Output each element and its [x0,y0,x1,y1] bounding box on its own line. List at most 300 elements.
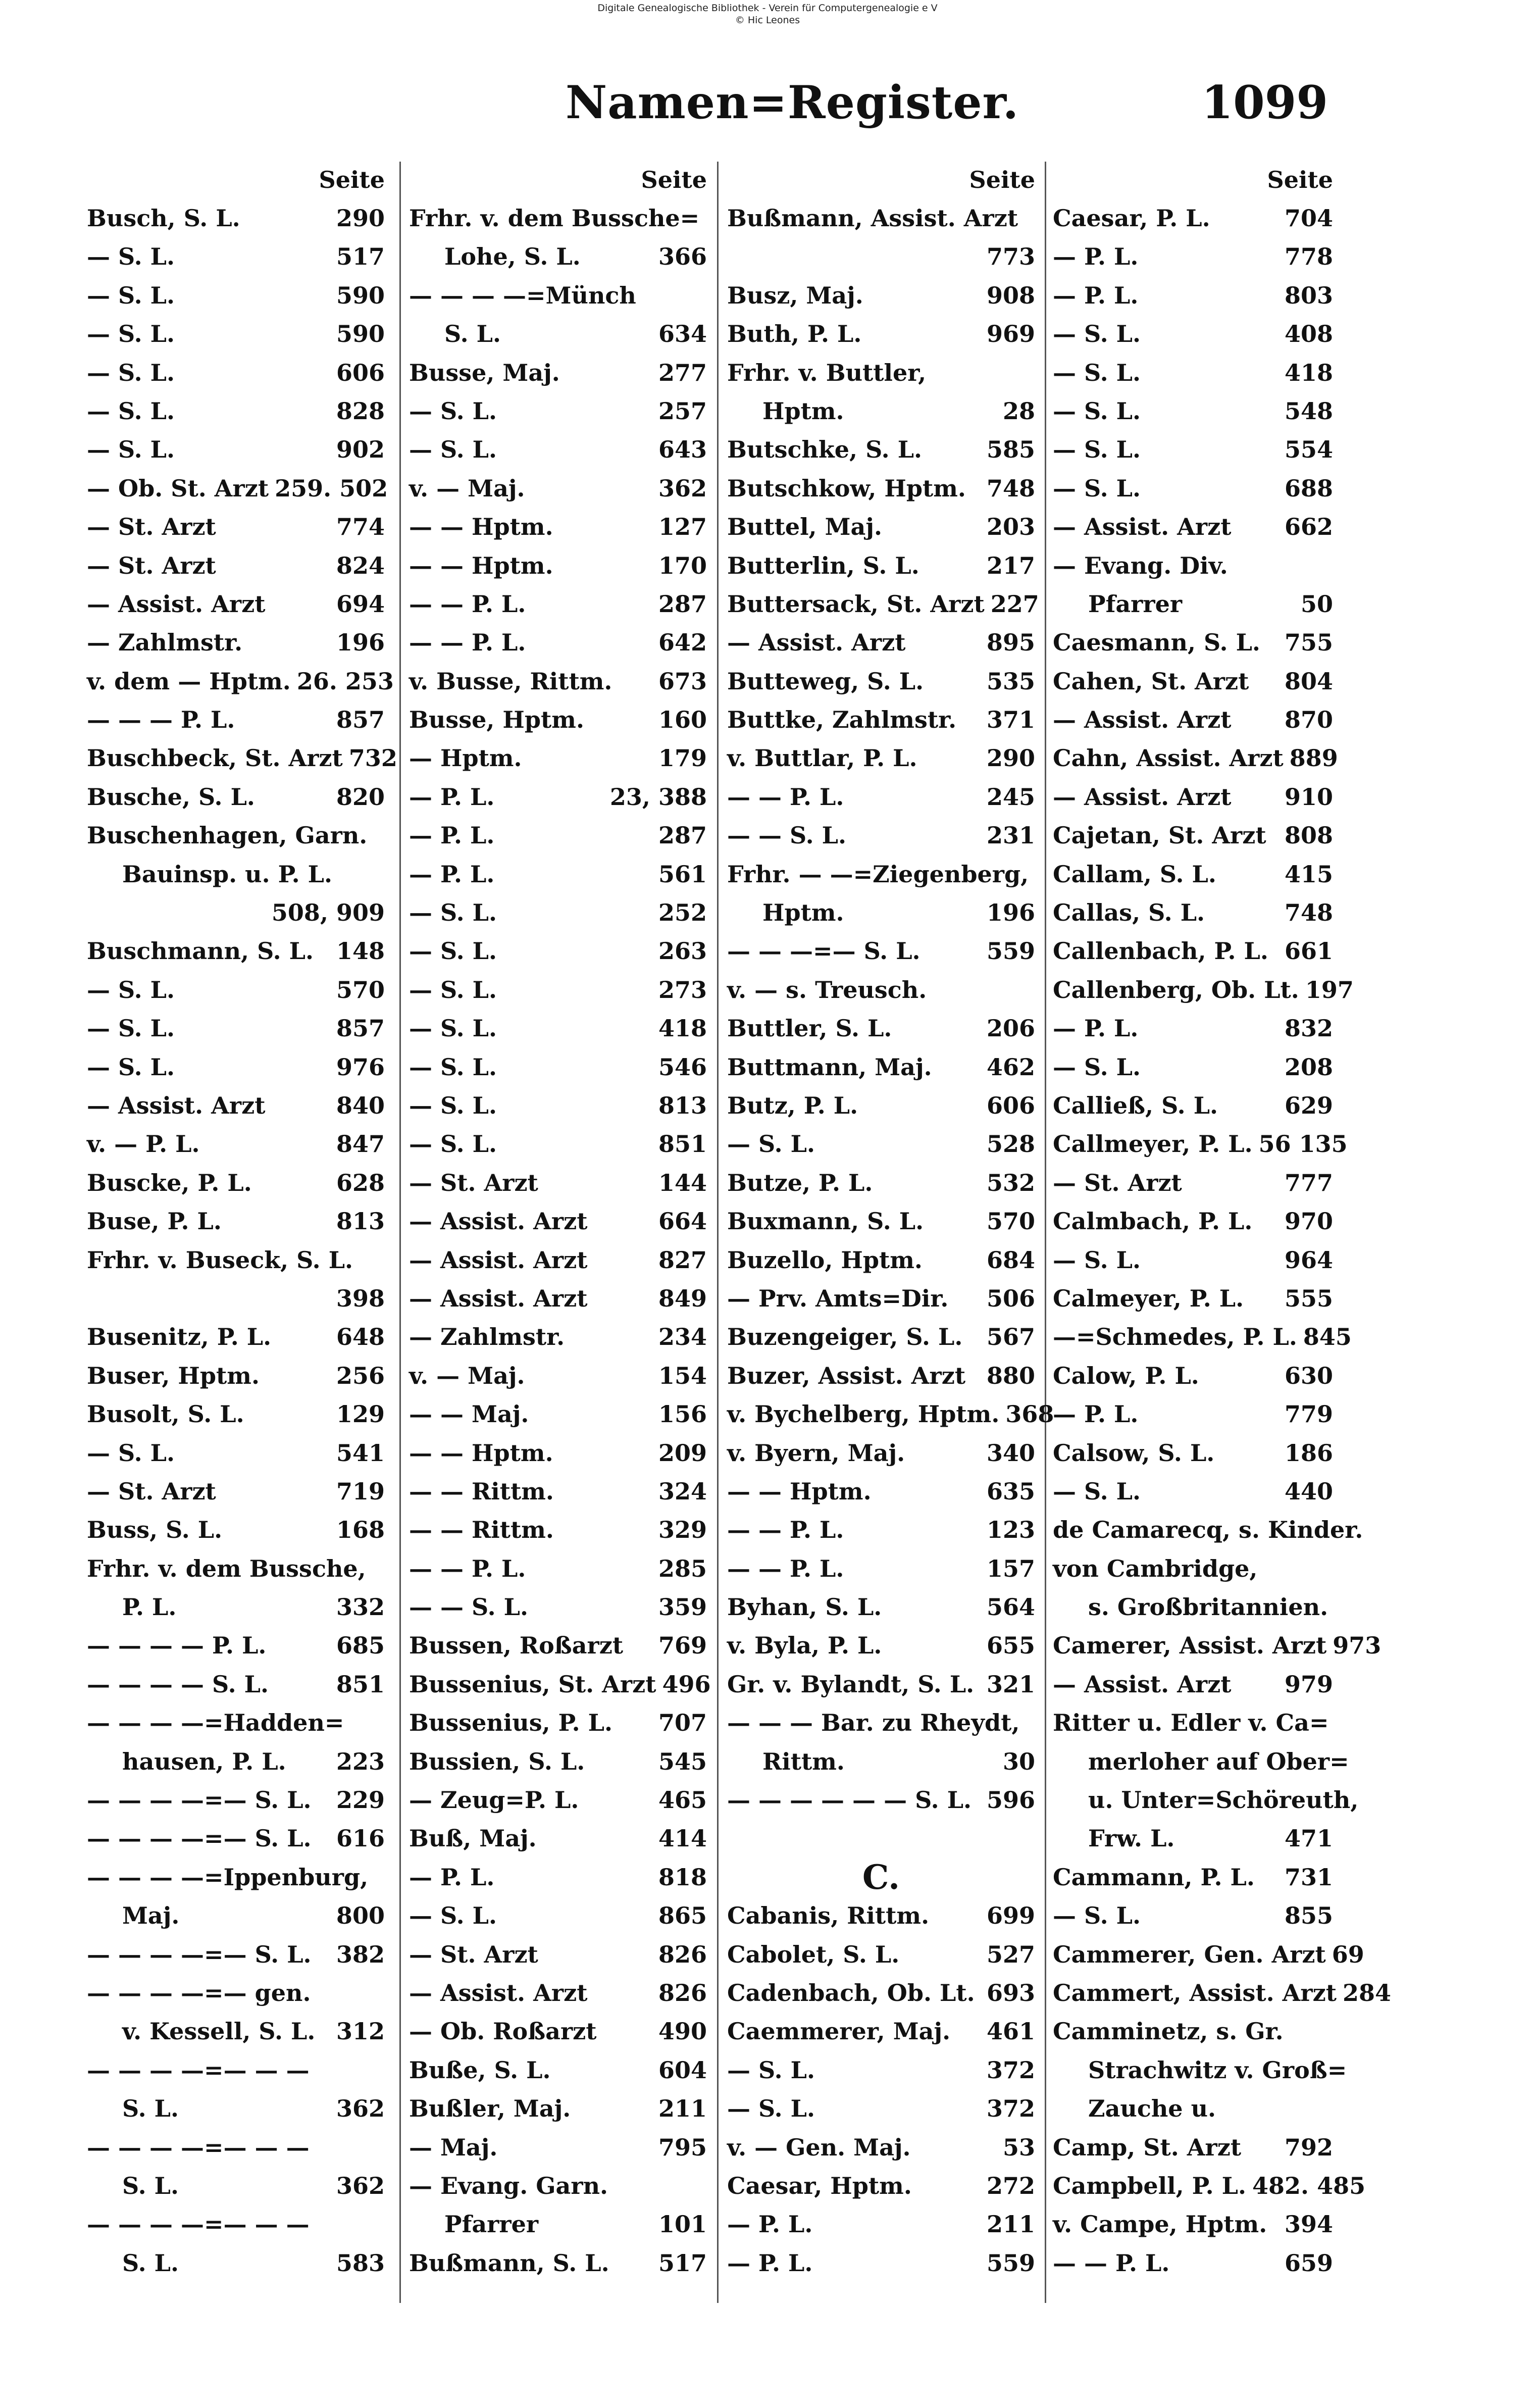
entry-name: v. dem — Hptm. [87,667,291,695]
index-entry [87,276,385,315]
index-column-2 [409,161,711,2312]
entry-name: Callas, S. L. [1053,899,1205,927]
entry-page: 284 [1342,1979,1392,2006]
entry-name: — S. L. [409,1902,497,1930]
entry-name: — Zahlmstr. [87,629,243,657]
entry-page: 583 [336,2249,385,2277]
watermark-line-2: © Hic Leones [735,15,800,26]
entry-page: 28 [1002,397,1035,425]
entry-name: Buth, P. L. [727,320,862,348]
index-entry [727,585,1039,623]
index-entry [409,1318,707,1356]
index-entry [1053,1549,1333,1588]
index-entry [1053,1009,1333,1047]
entry-page: 144 [658,1169,707,1196]
entry-name: Buschbeck, St. Arzt [87,744,343,772]
index-entry [87,778,385,816]
index-entry [87,1742,385,1781]
index-entry [409,1202,707,1240]
column-header-seite: Seite [319,166,385,193]
entry-name: — — S. L. [727,822,846,849]
entry-page: 285 [658,1554,707,1582]
index-entry [727,1703,1035,1742]
index-entry [409,662,707,700]
entry-name: — S. L. [87,320,175,348]
index-entry [87,1588,385,1626]
entry-page: 630 [1284,1362,1333,1389]
index-entry [1053,1819,1333,1858]
entry-page: 362 [336,2095,385,2123]
index-entry [727,1626,1035,1665]
entry-page: 590 [336,281,385,309]
index-entry [1053,2051,1347,2089]
entry-name: Busse, Maj. [409,359,560,386]
entry-page: 154 [658,1362,707,1389]
entry-page: 290 [336,205,385,232]
entry-name: — — Hptm. [409,513,553,541]
index-entry [409,1434,707,1472]
entry-page: 415 [1284,860,1333,888]
entry-name: — Ob. Roßarzt [409,2018,597,2045]
entry-page: 217 [986,551,1035,579]
entry-page: 359 [658,1593,707,1621]
index-entry [87,2167,385,2205]
entry-page: 554 [1284,436,1333,464]
index-entry [409,508,707,546]
entry-name: Cammann, P. L. [1053,1863,1255,1891]
entry-name: Calmeyer, P. L. [1053,1284,1244,1312]
index-entry [87,1626,385,1665]
index-entry [1053,1357,1333,1395]
entry-name: — — —=— S. L. [727,937,920,965]
index-entry [87,1858,385,1896]
entry-name: — S. L. [87,1015,175,1042]
entry-page: 635 [986,1477,1035,1505]
entry-name: — St. Arzt [1053,1169,1182,1196]
entry-name: v. Busse, Rittm. [409,667,612,695]
index-entry [87,2244,385,2282]
index-entry [727,469,1035,508]
index-entry [87,1703,385,1742]
entry-name: Bußmann, S. L. [409,2249,609,2277]
entry-page: 832 [1284,1015,1333,1042]
index-entry [409,1626,707,1665]
index-entry [727,739,1035,777]
index-entry [727,237,1035,276]
entry-name: Zauche u. [1088,2095,1216,2123]
entry-page: 506 [986,1284,1035,1312]
entry-name: — — — P. L. [87,706,235,734]
entry-page: 546 [658,1053,707,1081]
entry-page: 418 [1284,359,1333,386]
column-header-seite: Seite [641,166,707,193]
index-entry [727,1896,1035,1935]
index-entry [1053,971,1354,1009]
entry-name: Busch, S. L. [87,205,240,232]
entry-name: Frw. L. [1088,1825,1175,1852]
entry-name: Bussenius, P. L. [409,1709,613,1737]
column-divider [399,162,401,2303]
entry-name: — Assist. Arzt [409,1208,588,1235]
index-entry [1053,739,1338,777]
entry-name: — S. L. [87,243,175,271]
entry-page: 490 [658,2018,707,2045]
entry-name: Caemmerer, Maj. [727,2018,951,2045]
index-entry [1053,315,1333,353]
entry-name: — S. L. [1053,359,1141,386]
index-entry [87,2089,385,2128]
index-entry [1053,2167,1366,2205]
index-entry [1053,1434,1333,1472]
entry-page: 287 [658,822,707,849]
entry-name: — Prv. Amts=Dir. [727,1284,949,1312]
entry-name: Buschenhagen, Garn. [87,822,368,849]
entry-name: Butteweg, S. L. [727,667,924,695]
index-entry [87,1048,385,1086]
entry-page: 196 [336,629,385,657]
entry-page: 813 [336,1208,385,1235]
entry-name: — Assist. Arzt [409,1979,588,2006]
entry-page: 366 [658,243,707,271]
entry-name: Camminetz, s. Gr. [1053,2018,1284,2045]
index-entry [409,1896,707,1935]
entry-name: v. Bychelberg, Hptm. [727,1400,1000,1428]
entry-name: — — Hptm. [727,1477,872,1505]
entry-page: 196 [986,899,1035,927]
entry-name: — S. L. [409,397,497,425]
entry-name: — Ob. St. Arzt [87,474,269,502]
index-entry [727,816,1035,855]
entry-page: 257 [658,397,707,425]
index-entry [727,1164,1035,1202]
entry-page: 826 [658,1979,707,2006]
entry-page: 655 [986,1632,1035,1660]
entry-page: 662 [1284,513,1333,541]
index-entry [1053,1703,1333,1742]
index-entry [87,392,385,430]
index-entry [409,2244,707,2282]
entry-name: Buxmann, S. L. [727,1208,924,1235]
entry-page: 704 [1284,205,1333,232]
entry-page: 541 [336,1439,385,1467]
entry-page: 362 [336,2172,385,2199]
entry-page: 694 [336,590,385,618]
index-entry [409,2089,707,2128]
index-entry [409,1588,707,1626]
entry-page: 206 [986,1015,1035,1042]
entry-page: 902 [336,436,385,464]
entry-name: — — Hptm. [409,1439,553,1467]
entry-name: Strachwitz v. Groß= [1088,2056,1347,2084]
entry-page: 800 [336,1902,385,1930]
entry-page: 707 [658,1709,707,1737]
entry-name: Busolt, S. L. [87,1400,244,1428]
entry-name: Calmbach, P. L. [1053,1208,1253,1235]
entry-name: — — Maj. [409,1400,529,1428]
entry-page: 818 [658,1863,707,1891]
entry-page: 828 [336,397,385,425]
index-entry [409,2128,707,2167]
index-entry [1053,700,1333,739]
index-entry [727,276,1035,315]
entry-name: Caesar, Hptm. [727,2172,912,2199]
index-entry [1053,237,1333,276]
entry-name: — S. L. [409,436,497,464]
index-entry [727,662,1035,700]
entry-name: — Zahlmstr. [409,1323,565,1351]
index-entry [87,430,385,469]
entry-page: 371 [986,706,1035,734]
entry-page: 208 [1284,1053,1333,1081]
entry-page: 889 [1289,744,1338,772]
index-entry [87,585,385,623]
entry-page: 179 [658,744,707,772]
entry-page: 628 [336,1169,385,1196]
entry-name: Busche, S. L. [87,783,255,811]
index-entry [1053,199,1333,237]
watermark [0,2,1535,26]
index-entry [87,1241,385,1279]
entry-name: Bauinsp. u. P. L. [122,860,332,888]
index-entry [409,2167,707,2205]
entry-page: 156 [658,1400,707,1428]
entry-name: — P. L. [727,2249,813,2277]
index-entry [727,778,1035,816]
entry-name: — S. L. [87,281,175,309]
entry-name: — S. L. [1053,1477,1141,1505]
index-entry [87,2012,385,2050]
entry-name: — P. L. [409,822,495,849]
entry-name: Busse, Hptm. [409,706,584,734]
index-entry [1053,1935,1364,1974]
entry-name: — St. Arzt [87,1477,216,1505]
entry-name: Buss, S. L. [87,1516,223,1544]
entry-name: — P. L. [1053,1400,1139,1428]
index-entry [1053,855,1333,893]
index-entry [409,392,707,430]
entry-name: — — P. L. [409,1554,526,1582]
entry-page: 418 [658,1015,707,1042]
column-header-seite: Seite [1267,166,1333,193]
entry-page: 779 [1284,1400,1333,1428]
entry-page: 634 [658,320,707,348]
entry-name: — — — —=— S. L. [87,1825,312,1852]
index-entry [409,469,707,508]
entry-name: Frhr. — —=Ziegenberg, [727,860,1029,888]
entry-name: v. — s. Treusch. [727,976,927,1004]
index-entry [727,1935,1035,1974]
index-entry [727,1048,1035,1086]
entry-name: Bussien, S. L. [409,1747,585,1775]
entry-page: 773 [986,243,1035,271]
entry-name: — — P. L. [409,590,526,618]
index-entry [409,893,707,932]
entry-page: 382 [336,1940,385,1968]
entry-page: 964 [1284,1246,1333,1274]
index-entry [409,1048,707,1086]
index-entry [1053,1588,1333,1626]
entry-page: 604 [658,2056,707,2084]
index-entry [87,1009,385,1047]
index-entry [87,739,397,777]
index-entry [409,585,707,623]
index-entry [727,855,1035,893]
entry-name: — S. L. [727,2095,815,2123]
entry-page: 673 [658,667,707,695]
index-entry [1053,2244,1333,2282]
entry-page: 684 [986,1246,1035,1274]
entry-name: Buttke, Zahlmstr. [727,706,957,734]
index-entry [87,546,385,585]
entry-name: Buser, Hptm. [87,1362,260,1389]
entry-name: Calsow, S. L. [1053,1439,1215,1467]
index-entry [87,354,385,392]
entry-page: 273 [658,976,707,1004]
entry-name: — S. L. [1053,1053,1141,1081]
entry-name: — S. L. [87,397,175,425]
entry-page: 820 [336,783,385,811]
index-entry [87,315,385,353]
index-entry [409,623,707,662]
entry-page: 792 [1284,2133,1333,2161]
index-entry [727,1086,1035,1125]
entry-name: — Assist. Arzt [409,1246,588,1274]
entry-name: Callenbach, P. L. [1053,937,1268,965]
entry-page: 545 [658,1747,707,1775]
entry-name: — — — — S. L. [87,1670,269,1698]
index-entry [87,816,385,855]
entry-page: 53 [1002,2133,1035,2161]
index-entry [87,1896,385,1935]
entry-name: — S. L. [1053,320,1141,348]
entry-page: 263 [658,937,707,965]
entry-page: 368 [1005,1400,1054,1428]
index-entry [87,623,385,662]
index-entry [1053,1279,1333,1318]
index-entry [727,623,1035,662]
entry-page: 527 [986,1940,1035,1968]
index-entry [727,971,1035,1009]
index-entry [87,662,394,700]
entry-page: 699 [986,1902,1035,1930]
entry-name: Pfarrer [1088,590,1183,618]
entry-page: 851 [336,1670,385,1698]
entry-name: — — — —=— S. L. [87,1940,312,1968]
entry-page: 256 [336,1362,385,1389]
entry-page: 732 [348,744,397,772]
index-entry [727,1665,1035,1703]
index-entry [87,1086,385,1125]
entry-name: Buße, S. L. [409,2056,551,2084]
entry-name: — S. L. [409,976,497,1004]
index-entry [1053,1896,1333,1935]
index-entry [87,1164,385,1202]
entry-page: 50 [1300,590,1333,618]
entry-page: 564 [986,1593,1035,1621]
entry-page: 808 [1284,822,1333,849]
entry-page: 148 [336,937,385,965]
entry-name: — Assist. Arzt [1053,783,1232,811]
entry-name: Calließ, S. L. [1053,1091,1218,1119]
entry-page: 559 [986,937,1035,965]
index-entry [1053,2128,1333,2167]
entry-page: 570 [336,976,385,1004]
entry-page: 231 [986,822,1035,849]
entry-name: Camp, St. Arzt [1053,2133,1242,2161]
index-entry [727,2244,1035,2282]
entry-page: 857 [336,706,385,734]
entry-page: 910 [1284,783,1333,811]
entry-name: Gr. v. Bylandt, S. L. [727,1670,975,1698]
entry-page: 517 [658,2249,707,2277]
index-entry [727,1742,1035,1781]
index-entry [87,1974,385,2012]
entry-page: 559 [986,2249,1035,2277]
entry-page: 398 [336,1284,385,1312]
entry-name: Buzer, Assist. Arzt [727,1362,966,1389]
entry-page: 616 [336,1825,385,1852]
entry-page: 880 [986,1362,1035,1389]
index-entry [1053,1626,1382,1665]
index-entry [1053,2012,1333,2050]
entry-name: — S. L. [1053,1902,1141,1930]
entry-name: Lohe, S. L. [444,243,581,271]
index-entry [87,1357,385,1395]
entry-name: v. — Maj. [409,1362,525,1389]
entry-page: 870 [1284,706,1333,734]
index-entry [409,430,707,469]
watermark-line-1: Digitale Genealogische Bibliothek - Verein für Computergenealogie e V [597,3,938,14]
entry-page: 908 [986,281,1035,309]
entry-page: 414 [658,1825,707,1852]
entry-name: — P. L. [409,783,495,811]
entry-name: Caesmann, S. L. [1053,629,1260,657]
index-entry [409,1742,707,1781]
entry-page: 826 [658,1940,707,1968]
index-entry [409,1703,707,1742]
index-entry [409,971,707,1009]
index-entry [1053,1241,1333,1279]
entry-name: v. — Maj. [409,474,525,502]
index-entry [409,700,707,739]
entry-page: 693 [986,1979,1035,2006]
index-entry [727,354,1035,392]
entry-page: 26. 253 [296,667,394,695]
entry-name: — Assist. Arzt [1053,706,1232,734]
entry-name: — P. L. [1053,243,1139,271]
index-entry [409,2012,707,2050]
entry-page: 245 [986,783,1035,811]
entry-name: Byhan, S. L. [727,1593,882,1621]
index-entry [409,1819,707,1858]
index-entry [1053,932,1333,970]
entry-name: Bußmann, Assist. Arzt [727,205,1018,232]
entry-name: — P. L. [409,1863,495,1891]
index-entry [727,1241,1035,1279]
index-entry [727,1009,1035,1047]
index-entry [727,1318,1035,1356]
entry-name: — — — —=— S. L. [87,1786,312,1814]
entry-page: 101 [658,2211,707,2238]
entry-page: 227 [990,590,1039,618]
index-entry [409,1935,707,1974]
index-entry [409,315,707,353]
entry-page: 168 [336,1516,385,1544]
entry-page: 332 [336,1593,385,1621]
entry-name: — — — — P. L. [87,1632,267,1660]
index-entry [87,2051,385,2089]
entry-page: 203 [986,513,1035,541]
